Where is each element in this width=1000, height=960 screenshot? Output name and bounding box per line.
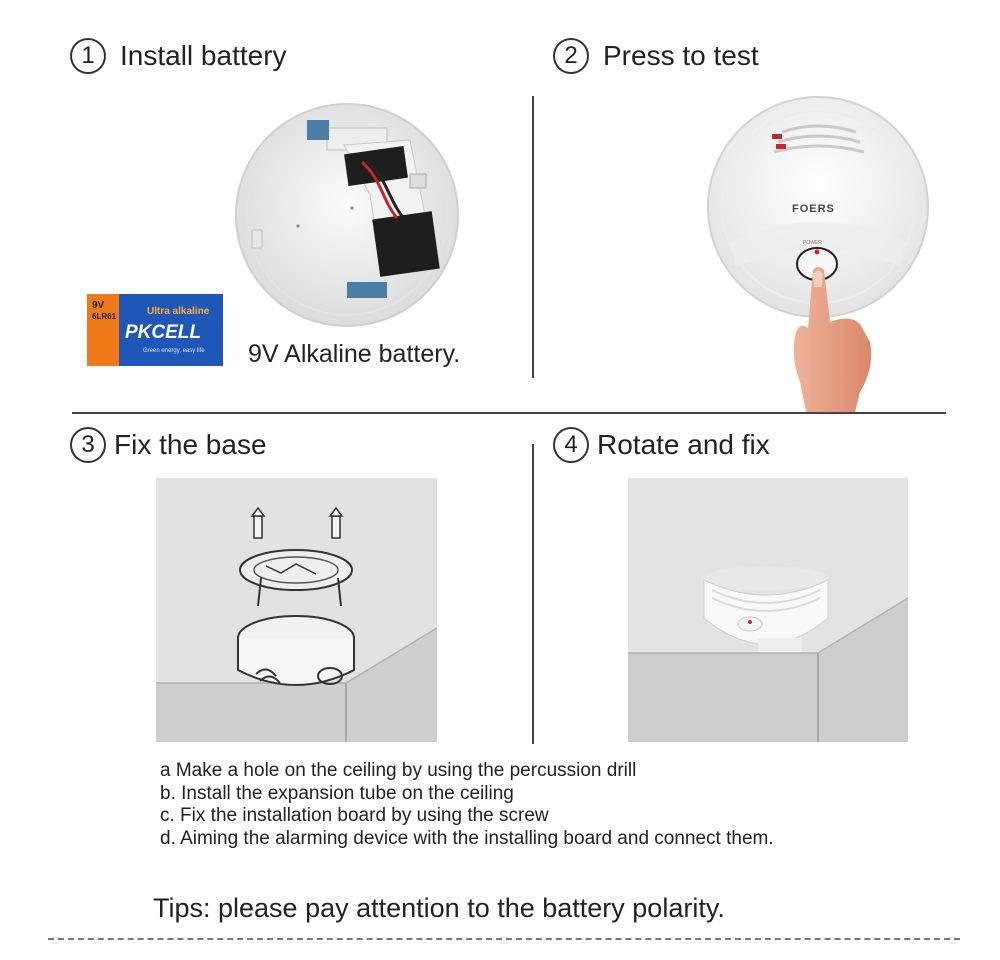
detector-body-icon: [238, 616, 354, 685]
instruction-item-b: b. Install the expansion tube on the ceiling: [160, 782, 514, 804]
detector-press-test-image: [700, 92, 970, 412]
battery-type-label: Ultra alkaline: [147, 306, 210, 317]
step-number-3: 3: [70, 427, 106, 463]
step-number-2: 2: [553, 38, 589, 74]
detector-brand-label: FOERS: [792, 203, 835, 215]
battery-slogan-label: Green energy, easy life: [143, 348, 205, 354]
step-title-install-battery: Install battery: [120, 40, 287, 71]
step-4-header: [553, 427, 770, 463]
step-3-header: [70, 427, 267, 463]
step-title-press-to-test: Press to test: [603, 40, 759, 71]
step-title-rotate-and-fix: Rotate and fix: [597, 429, 770, 460]
detector-back-image: [232, 100, 462, 330]
step-number-4: 4: [553, 427, 589, 463]
instruction-item-c: c. Fix the installation board by using the screw: [160, 805, 549, 826]
instruction-item-a: a Make a hole on the ceiling by using the percussion drill: [160, 760, 637, 781]
dashed-divider: [48, 938, 960, 940]
step-number-1: 1: [70, 38, 106, 74]
rotate-fix-photo: [628, 478, 908, 742]
divider-horizontal: [72, 412, 946, 414]
divider-vertical-bottom: [532, 444, 534, 744]
battery-brand-label: PKCELL: [125, 322, 201, 343]
battery-model-label: 6LR61: [92, 312, 117, 321]
battery-image: [85, 292, 225, 368]
instruction-item-d: d. Aiming the alarming device with the installing board and connect them.: [160, 827, 774, 849]
install-board-icon: [240, 550, 352, 590]
battery-caption: 9V Alkaline battery.: [248, 340, 461, 368]
detector-button-label: POWER: [803, 240, 822, 246]
step-title-fix-the-base: Fix the base: [114, 429, 267, 460]
tips-text: Tips: please pay attention to the battery polarity.: [153, 893, 725, 923]
fix-base-photo: [156, 478, 437, 742]
led-indicator-icon: [815, 250, 820, 255]
step-2-header: [553, 38, 759, 74]
instruction-list: [160, 760, 774, 850]
divider-vertical-top: [532, 96, 534, 378]
step-1-header: [70, 38, 287, 74]
battery-voltage-label: 9V: [92, 300, 105, 311]
